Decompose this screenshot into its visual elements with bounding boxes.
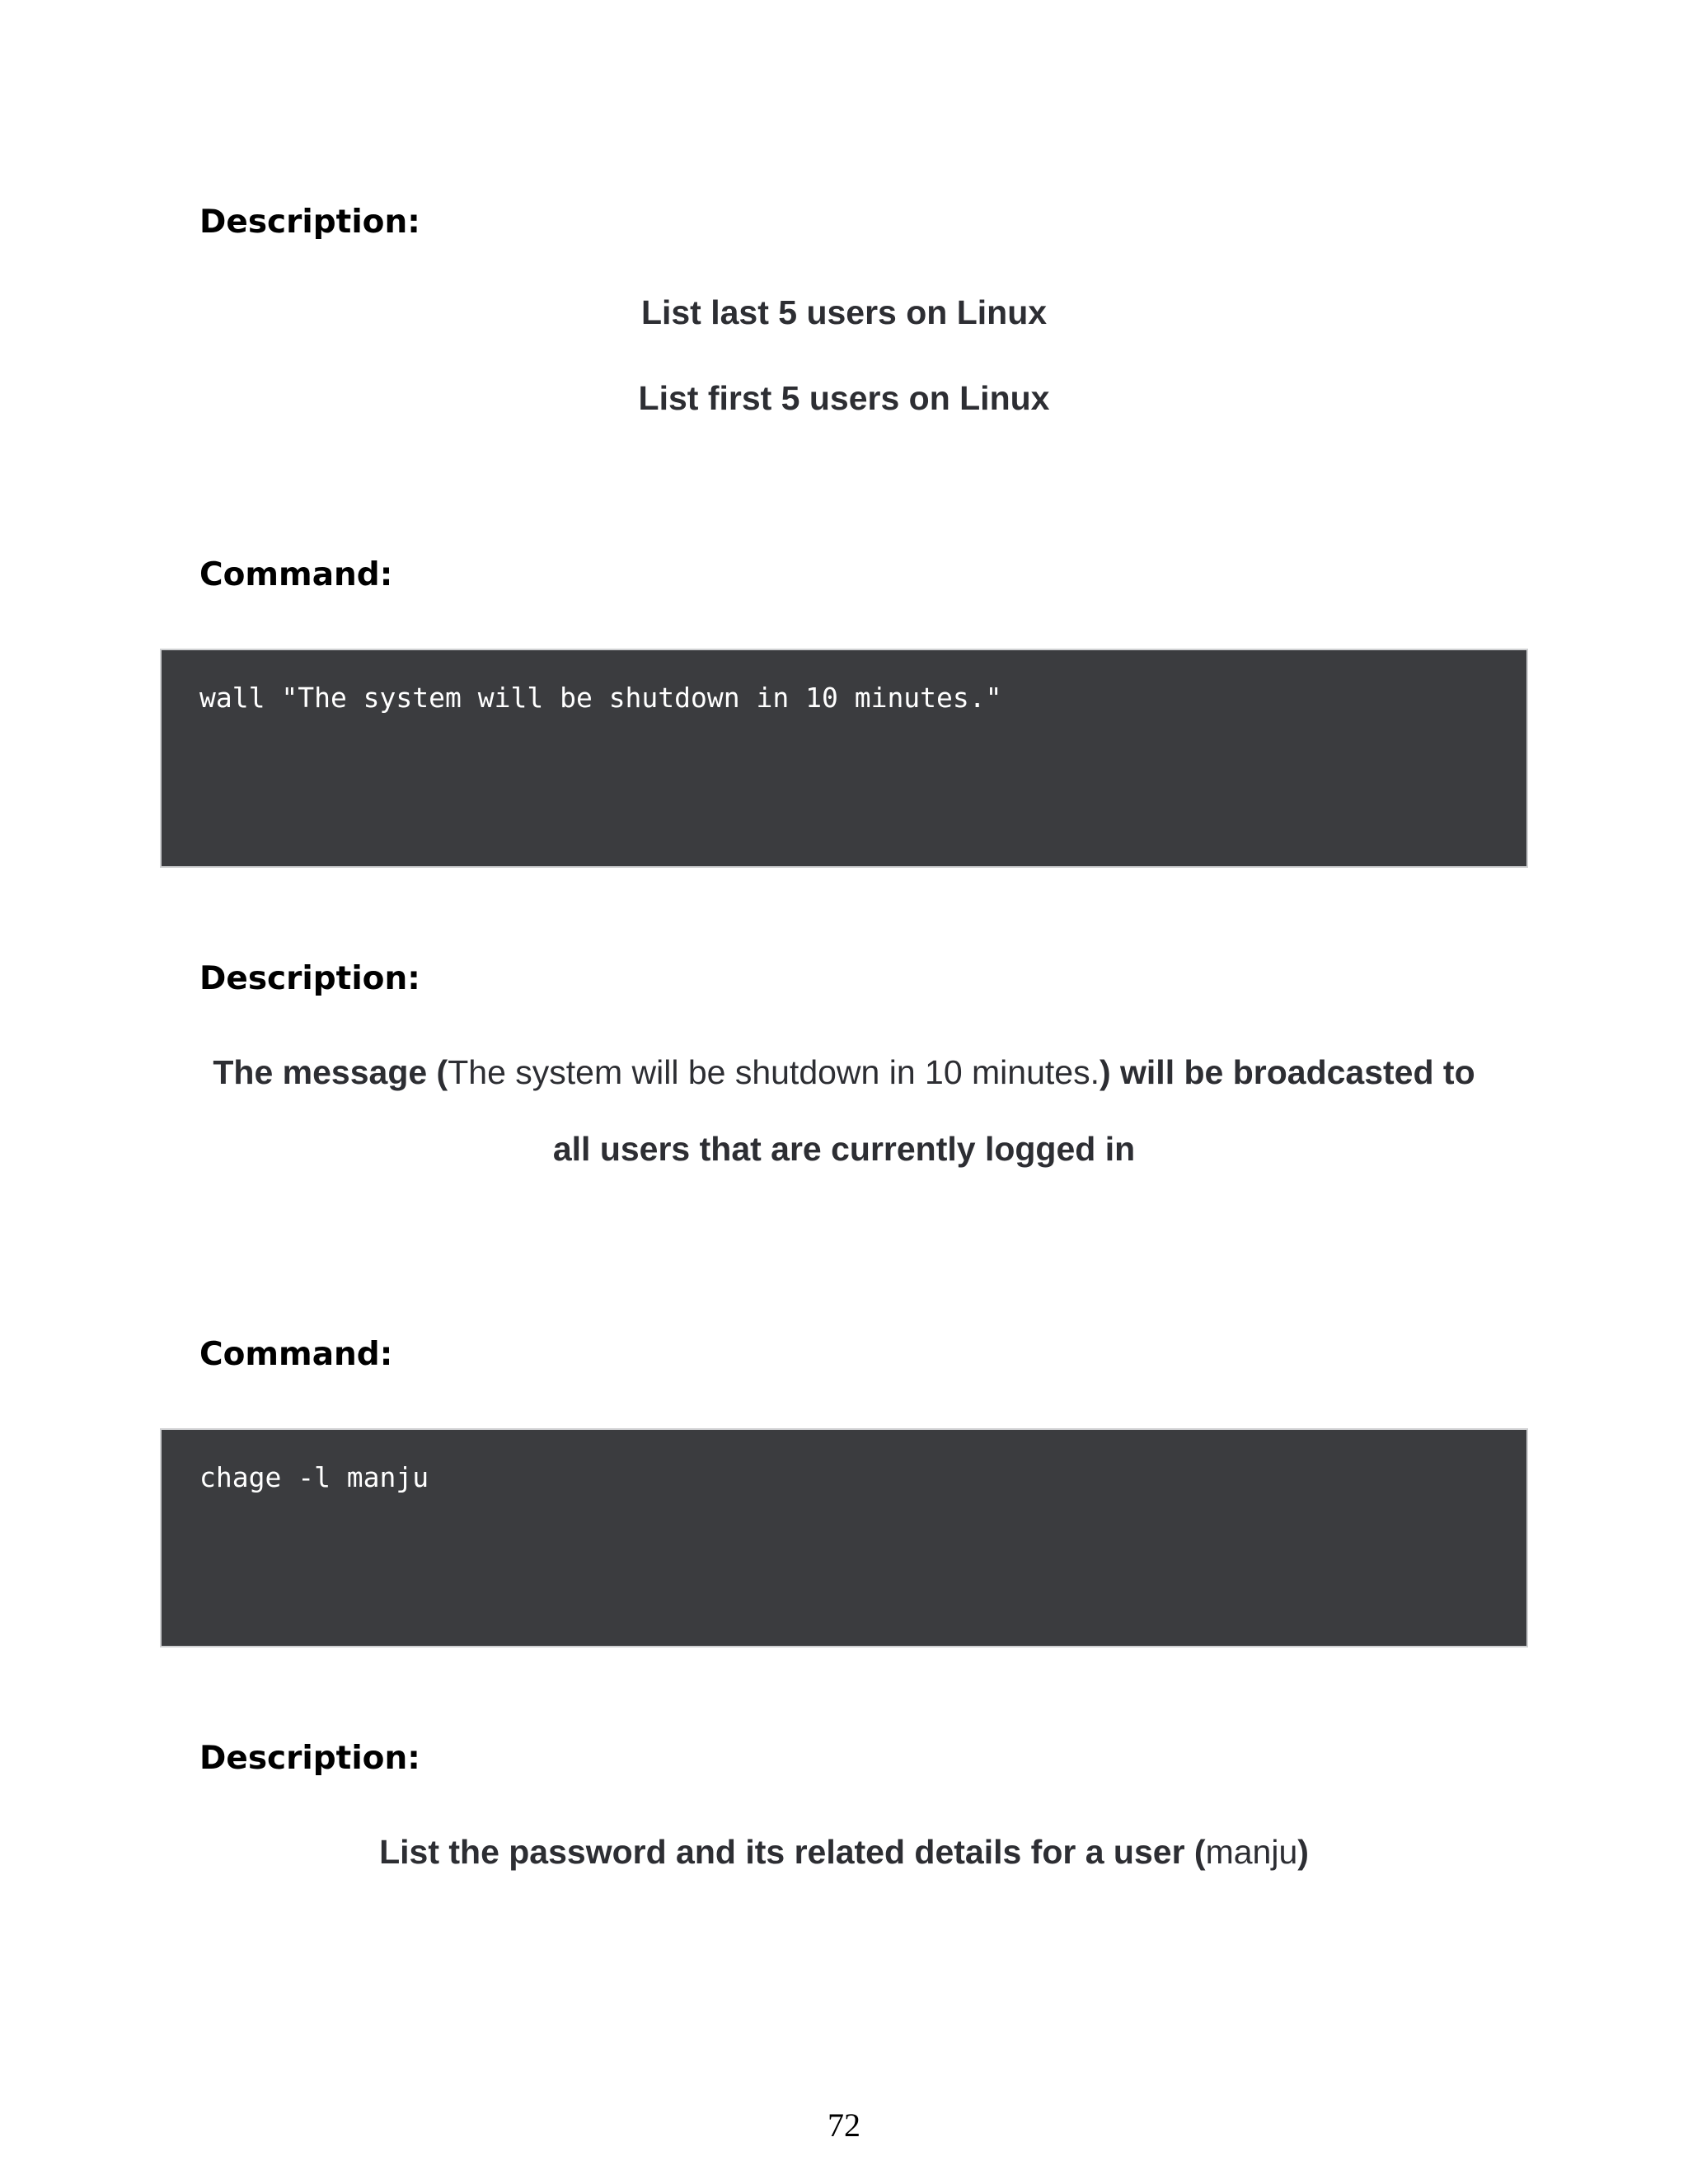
password-bold-start: List the password and its related details for a user ( [379, 1833, 1206, 1871]
description-heading-3: Description: [199, 1740, 420, 1777]
page-number: 72 [828, 2107, 860, 2144]
description-broadcast-line-2-text: all users that are currently logged in [552, 1130, 1136, 1168]
command-heading-2: Command: [199, 1336, 393, 1373]
code-text-chage[interactable]: chage -l manju [199, 1461, 429, 1493]
broadcast-message-text: The system will be shutdown in 10 minutes. [448, 1053, 1100, 1091]
description-line-first-users [0, 377, 1688, 419]
command-heading-1: Command: [199, 556, 393, 593]
code-text-wall[interactable]: wall "The system will be shutdown in 10 minutes." [199, 682, 1002, 714]
description-broadcast-line-2 [0, 1128, 1688, 1169]
broadcast-bold-end: ) will be broadcasted to [1099, 1053, 1475, 1091]
description-line-last-users [0, 292, 1688, 333]
description-line-last-users-text: List last 5 users on Linux [640, 293, 1048, 331]
description-password-line [0, 1831, 1688, 1872]
description-line-first-users-text: List first 5 users on Linux [638, 379, 1050, 417]
description-broadcast-line-1 [0, 1052, 1688, 1093]
code-block-wall[interactable] [160, 649, 1528, 868]
description-heading-2: Description: [199, 960, 420, 997]
description-heading-1: Description: [199, 204, 420, 241]
code-block-chage[interactable] [160, 1428, 1528, 1647]
password-user-text: manju [1205, 1833, 1298, 1871]
password-bold-end: ) [1297, 1833, 1309, 1871]
broadcast-bold-start: The message ( [213, 1053, 448, 1091]
